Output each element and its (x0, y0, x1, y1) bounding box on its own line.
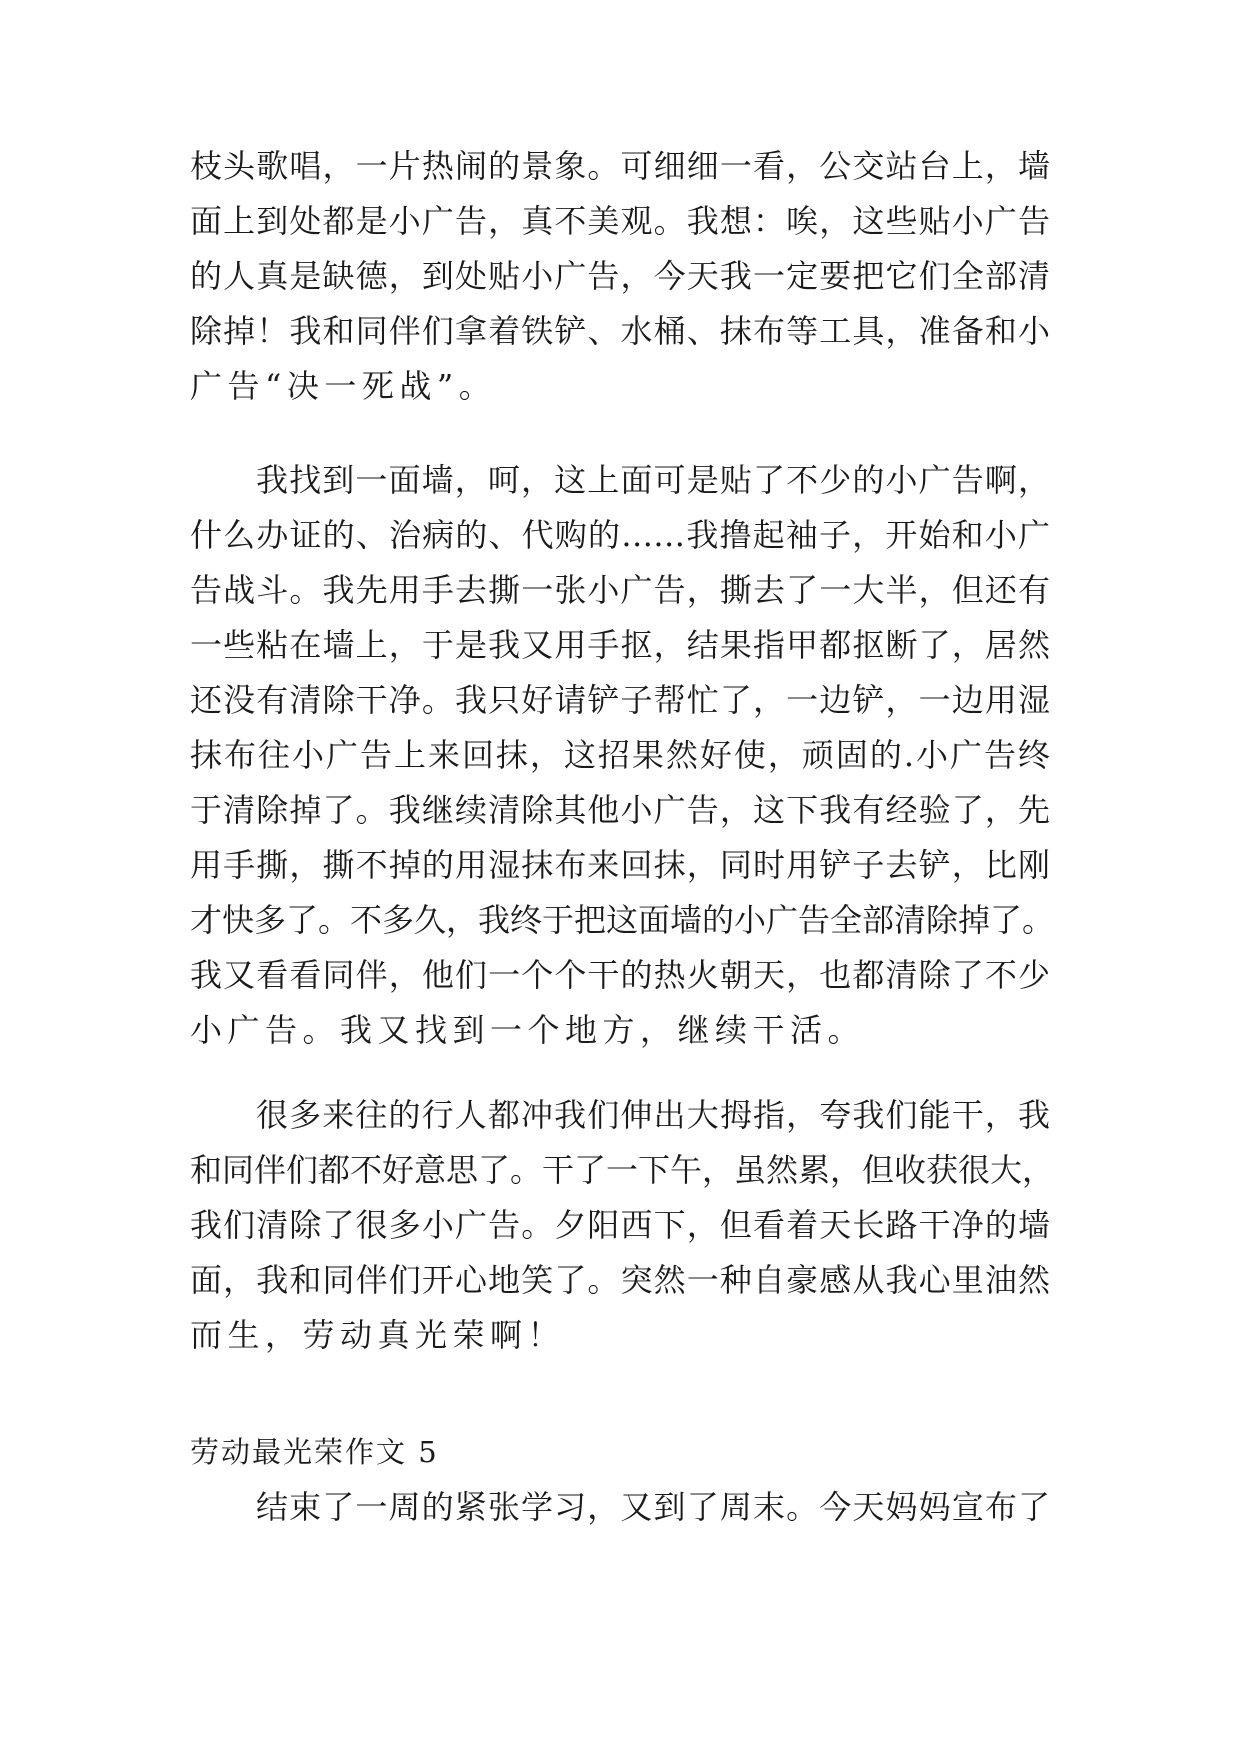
paragraph-line: 小广告。我又找到一个地方，继续干活。 (190, 1011, 866, 1049)
paragraph-line: 还没有清除干净。我只好请铲子帮忙了，一边铲，一边用湿 (190, 681, 1050, 719)
paragraph-line: 的人真是缺德，到处贴小广告，今天我一定要把它们全部清 (190, 257, 1050, 295)
paragraph-line: 面上到处都是小广告，真不美观。我想：唉，这些贴小广告 (190, 202, 1050, 240)
paragraph-line: 除掉！我和同伴们拿着铁铲、水桶、抹布等工具，准备和小 (190, 312, 1050, 350)
paragraph-line: 很多来往的行人都冲我们伸出大拇指，夸我们能干，我 (256, 1096, 1050, 1134)
paragraph-line: 于清除掉了。我继续清除其他小广告，这下我有经验了，先 (190, 791, 1050, 829)
section-heading: 劳动最光荣作文 5 (190, 1435, 439, 1469)
paragraph-line: 我又看看同伴，他们一个个干的热火朝天，也都清除了不少 (190, 956, 1050, 994)
paragraph-line: 什么办证的、治病的、代购的……我撸起袖子，开始和小广 (190, 516, 1050, 554)
paragraph-line: 而生，劳动真光荣啊！ (190, 1316, 566, 1354)
paragraph-line: 告战斗。我先用手去撕一张小广告，撕去了一大半，但还有 (190, 571, 1050, 609)
paragraph-line: 结束了一周的紧张学习，又到了周末。今天妈妈宣布了 (256, 1488, 1050, 1526)
paragraph-line: 我找到一面墙，呵，这上面可是贴了不少的小广告啊， (256, 461, 1050, 499)
paragraph-line: 一些粘在墙上，于是我又用手抠，结果指甲都抠断了，居然 (190, 626, 1050, 664)
paragraph-line: 才快多了。不多久，我终于把这面墙的小广告全部清除掉了。 (190, 901, 1055, 939)
paragraph-line: 面，我和同伴们开心地笑了。突然一种自豪感从我心里油然 (190, 1261, 1050, 1299)
paragraph-line: 我们清除了很多小广告。夕阳西下，但看着天长路干净的墙 (190, 1206, 1050, 1244)
paragraph-line: 枝头歌唱，一片热闹的景象。可细细一看，公交站台上，墙 (190, 147, 1050, 185)
paragraph-line: 抹布往小广告上来回抹，这招果然好使，顽固的.小广告终 (190, 736, 1050, 774)
paragraph-line: 广告“决一死战”。 (190, 367, 497, 405)
paragraph-line: 用手撕，撕不掉的用湿抹布来回抹，同时用铲子去铲，比刚 (190, 846, 1050, 884)
paragraph-line: 和同伴们都不好意思了。干了一下午，虽然累，但收获很大， (190, 1151, 1055, 1189)
